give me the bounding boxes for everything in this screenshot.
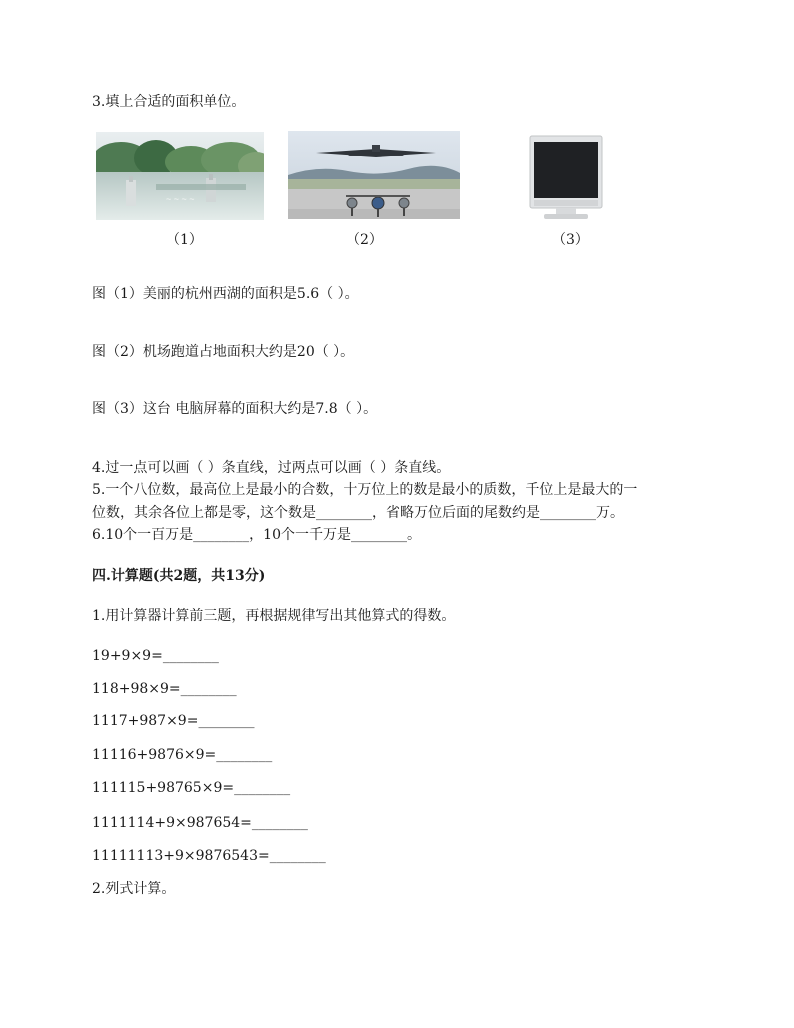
calc-expression-6: 1111114+9×987654=________ — [92, 815, 308, 831]
calc-expression-2: 118+98×9=________ — [92, 681, 237, 697]
calc-expression-5: 111115+98765×9=________ — [92, 780, 291, 796]
question-3-line-1: 图（1）美丽的杭州西湖的面积是5.6（ ）。 — [92, 286, 359, 302]
calc-question-1-title: 1.用计算器计算前三题，再根据规律写出其他算式的得数。 — [92, 608, 456, 624]
caption-3: （3） — [552, 232, 589, 248]
west-lake-image — [96, 132, 264, 220]
question-3-line-3: 图（3）这台 电脑屏幕的面积大约是7.8（ ）。 — [92, 401, 378, 417]
question-5-line-1: 5.一个八位数，最高位上是最小的合数，十万位上的数是最小的质数，千位上是最大的一 — [92, 482, 638, 498]
question-6: 6.10个一百万是________，10个一千万是________。 — [92, 527, 421, 543]
question-3-title: 3.填上合适的面积单位。 — [92, 94, 246, 110]
caption-1: （1） — [166, 232, 203, 248]
airport-runway-image — [288, 131, 460, 219]
calc-expression-7: 11111113+9×9876543=________ — [92, 848, 326, 864]
question-4: 4.过一点可以画（ ）条直线，过两点可以画（ ）条直线。 — [92, 460, 451, 476]
calc-expression-4: 11116+9876×9=________ — [92, 747, 273, 763]
calc-expression-1: 19+9×9=________ — [92, 648, 219, 664]
computer-monitor-image — [528, 132, 604, 220]
calc-question-2-title: 2.列式计算。 — [92, 881, 176, 897]
caption-2: （2） — [346, 232, 383, 248]
question-5-line-2: 位数，其余各位上都是零，这个数是________，省略万位后面的尾数约是________万。 — [92, 505, 624, 521]
calc-expression-3: 1117+987×9=________ — [92, 713, 255, 729]
question-3-line-2: 图（2）机场跑道占地面积大约是20（ ）。 — [92, 344, 355, 360]
svg-text:~ ~ ~ ~: ~ ~ ~ ~ — [166, 194, 195, 204]
section-4-heading: 四.计算题(共2题，共13分) — [92, 568, 266, 584]
